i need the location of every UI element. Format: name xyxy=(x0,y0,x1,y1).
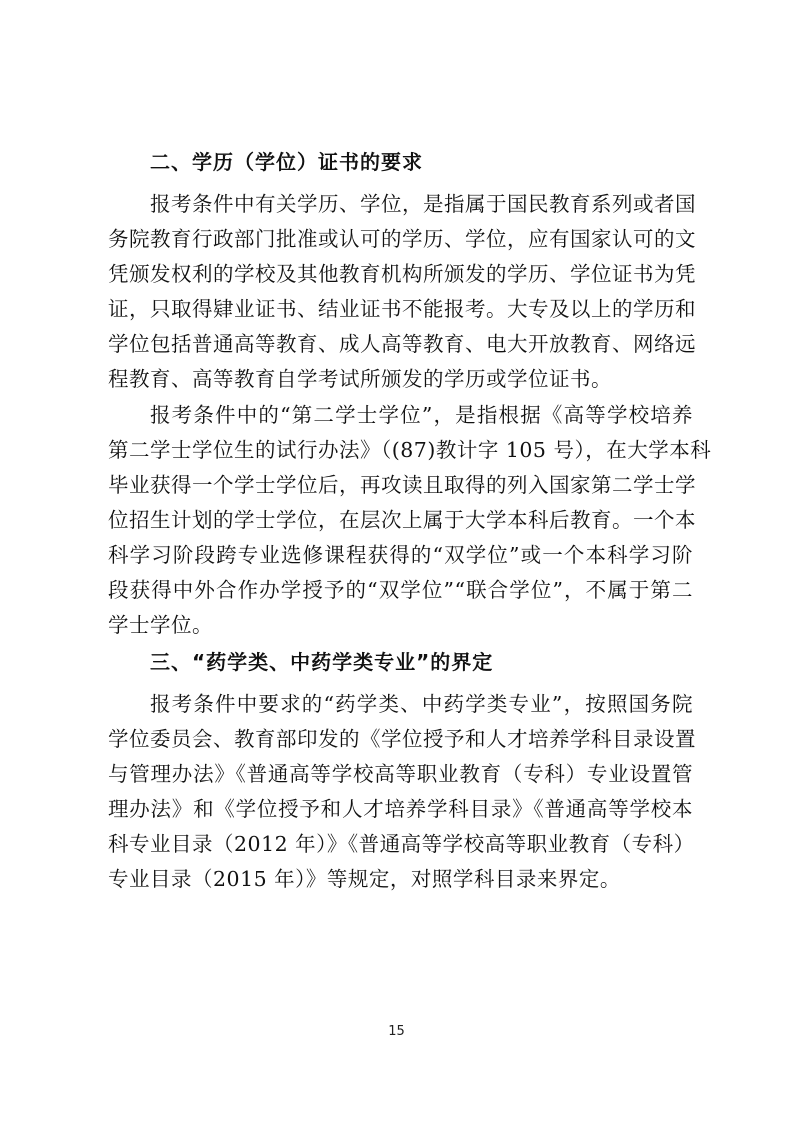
section-heading-certificate-requirements: 二、学历（学位）证书的要求 xyxy=(150,150,423,174)
paragraph-line: 学位委员会、教育部印发的《学位授予和人才培养学科目录设置 xyxy=(108,727,696,751)
paragraph-line: 位招生计划的学士学位，在层次上属于大学本科后教育。一个本 xyxy=(108,508,696,532)
paragraph-line: 证，只取得肄业证书、结业证书不能报考。大专及以上的学历和 xyxy=(108,297,696,321)
paragraph-line: 理办法》和《学位授予和人才培养学科目录》《普通高等学校本 xyxy=(108,797,693,821)
paragraph-line: 段获得中外合作办学授予的“双学位”“联合学位”，不属于第二 xyxy=(108,578,693,602)
paragraph-line: 科专业目录（2012 年）》《普通高等学校高等职业教育（专科） xyxy=(108,832,695,856)
section-heading-pharmacy-majors: 三、“药学类、中药学类专业”的界定 xyxy=(150,650,494,674)
paragraph-line: 第二学士学位生的试行办法》（(87)教计字 105 号），在大学本科 xyxy=(108,438,712,462)
paragraph-line: 程教育、高等教育自学考试所颁发的学历或学位证书。 xyxy=(108,367,612,391)
paragraph-line: 科学习阶段跨专业选修课程获得的“双学位”或一个本科学习阶 xyxy=(108,543,693,567)
paragraph-line: 务院教育行政部门批准或认可的学历、学位，应有国家认可的文 xyxy=(108,227,696,251)
paragraph-line: 凭颁发权利的学校及其他教育机构所颁发的学历、学位证书为凭 xyxy=(108,262,696,286)
page-number: 15 xyxy=(388,1024,405,1039)
paragraph-line: 与管理办法》《普通高等学校高等职业教育（专科）专业设置管 xyxy=(108,762,693,786)
paragraph-line: 学位包括普通高等教育、成人高等教育、电大开放教育、网络远 xyxy=(108,332,696,356)
paragraph-line: 报考条件中的“第二学士学位”，是指根据《高等学校培养 xyxy=(150,403,693,427)
paragraph-line: 报考条件中有关学历、学位，是指属于国民教育系列或者国 xyxy=(150,192,696,216)
paragraph-line: 毕业获得一个学士学位后，再攻读且取得的列入国家第二学士学 xyxy=(108,473,696,497)
paragraph-line: 专业目录（2015 年）》等规定，对照学科目录来界定。 xyxy=(108,867,621,891)
paragraph-line: 报考条件中要求的“药学类、中药学类专业”，按照国务院 xyxy=(150,692,693,716)
paragraph-line: 学士学位。 xyxy=(108,613,213,637)
